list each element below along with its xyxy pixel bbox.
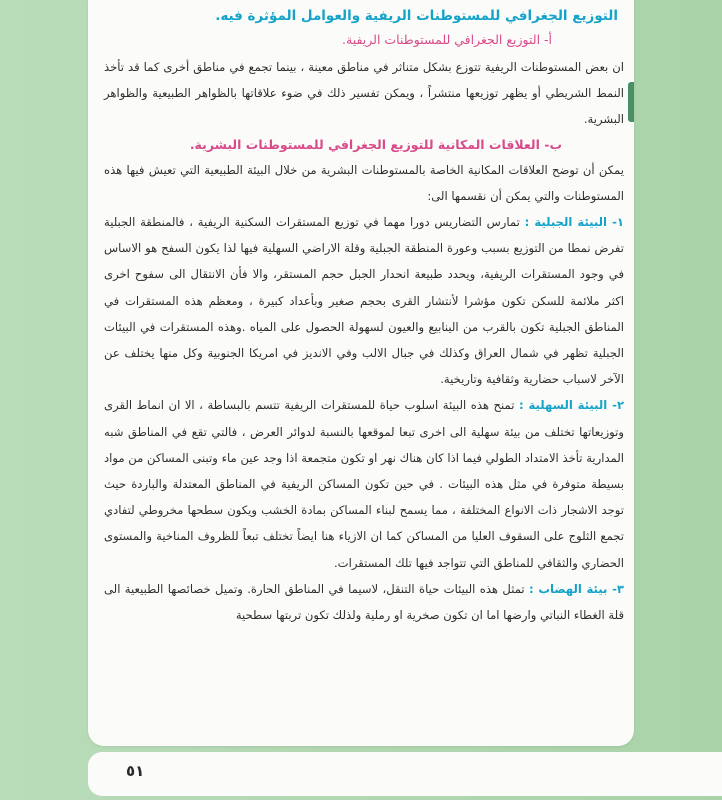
paragraph-relations: يمكن أن توضح العلاقات المكانية الخاصة بالمستوطنات البشرية من خلال البيئة الطبيعية التي تعيش فيها هذه المستوطنات والتي يمكن أن نقسمها الى: bbox=[104, 162, 624, 203]
item-plain-text: تمنح هذه البيئة اسلوب حياة للمستقرات الريفية تتسم بالبساطة ، الا ان انماط القرى وتوزيعاتها تختلف من بيئة سهلية الى اخرى تبعا لموقعها بالنسبة لدوائر العرض ، فالتي تقع في المناطق شبه المدارية تأخذ الامتداد الطولي فيما اذا كان هناك نهر او تكون متجمعة اذا وجد عين ماء وتبنى المساكن من مواد بسيطة متوفرة في مثل هذه البيئات . في حين تكون المساكن الريفية في المناطق المعتدلة والباردة حيث توجد الاشجار ذات الانواع المختلفة ، مما يسمح لبناء المساكن بمادة الخشب ويكون سطحها مخروطي لتفادي تجمع الثلوج على السقوف العليا من المساكن كما ان الازياء هنا ايضاً تختلف تبعاً للظروف المناخية والمستوى الحضاري والثقافي للمناطق التي تتواجد فيها تلك المستقرات. bbox=[104, 398, 624, 570]
footer-bar bbox=[88, 752, 722, 796]
paragraph-distribution: ان بعض المستوطنات الريفية تتوزع بشكل متناثر في مناطق معينة ، بينما تجمع في مناطق أخرى كما قد تأخذ النمط الشريطي أو يظهر توزيعها منتشراً ، ويمكن تفسير ذلك في ضوء علاقاتها بالظواهر الطبيعية والظواهر البشرية. bbox=[104, 60, 624, 127]
side-tab-marker bbox=[628, 82, 634, 122]
subheading-b: ب- العلاقات المكانية للتوزيع الجغرافي للمستوطنات البشرية. bbox=[189, 136, 562, 152]
page-content bbox=[104, 4, 624, 628]
item-plateau-title: ٣- بيئة الهضاب : bbox=[529, 581, 624, 596]
page-number: ٥١ bbox=[126, 762, 145, 780]
item-plain-title: ٢- البيئة السهلية : bbox=[519, 398, 625, 413]
subheading-a: أ- التوزيع الجغرافي للمستوطنات الريفية. bbox=[342, 32, 552, 47]
main-heading: التوزيع الجغرافي للمستوطنات الريفية والعوامل المؤثرة فيه. bbox=[215, 8, 618, 24]
item-plateau-text: تمثل هذه البيئات حياة التنقل، لاسيما في المناطق الحارة. وتميل خصائصها الطبيعية الى قلة الغطاء النباتي وارضها اما ان تكون صخرية او رملية ولذلك تكون تربتها سطحية bbox=[104, 581, 624, 623]
item-mountain-environment bbox=[104, 209, 624, 392]
item-plateau-environment bbox=[104, 576, 624, 628]
item-mountain-title: ١- البيئة الجبلية : bbox=[524, 215, 624, 230]
item-plain-environment bbox=[104, 392, 624, 575]
item-mountain-text: تمارس التضاريس دورا مهما في توزيع المستقرات السكنية الريفية ، فالمنطقة الجبلية تفرض نمطا من التوزيع بسبب وعورة المنطقة الجبلية وقلة الاراضي السهلية فيها لذا يكون السفح هو الاساس في وجود المستقرات الريفية، ويحدد طبيعة انحدار الجبل حجم المستقر، والا فأن الانتقال الى سفوح اخرى اكثر ملائمة للسكن تكون مؤشرا لأنتشار القرى بحجم صغير وبأعداد كبيرة ، ومعظم هذه المستقرات في المناطق الجبلية تكون بالقرب من الينابيع والعيون لسهولة الحصول على المياه .وهذه المستقرات في البيئات الجبلية تظهر في شمال العراق وكذلك في جبال الالب وفي الانديز في امريكا الجنوبية وكل منها يختلف عن الآخر لاسباب حضارية وثقافية وتاريخية. bbox=[104, 215, 624, 387]
